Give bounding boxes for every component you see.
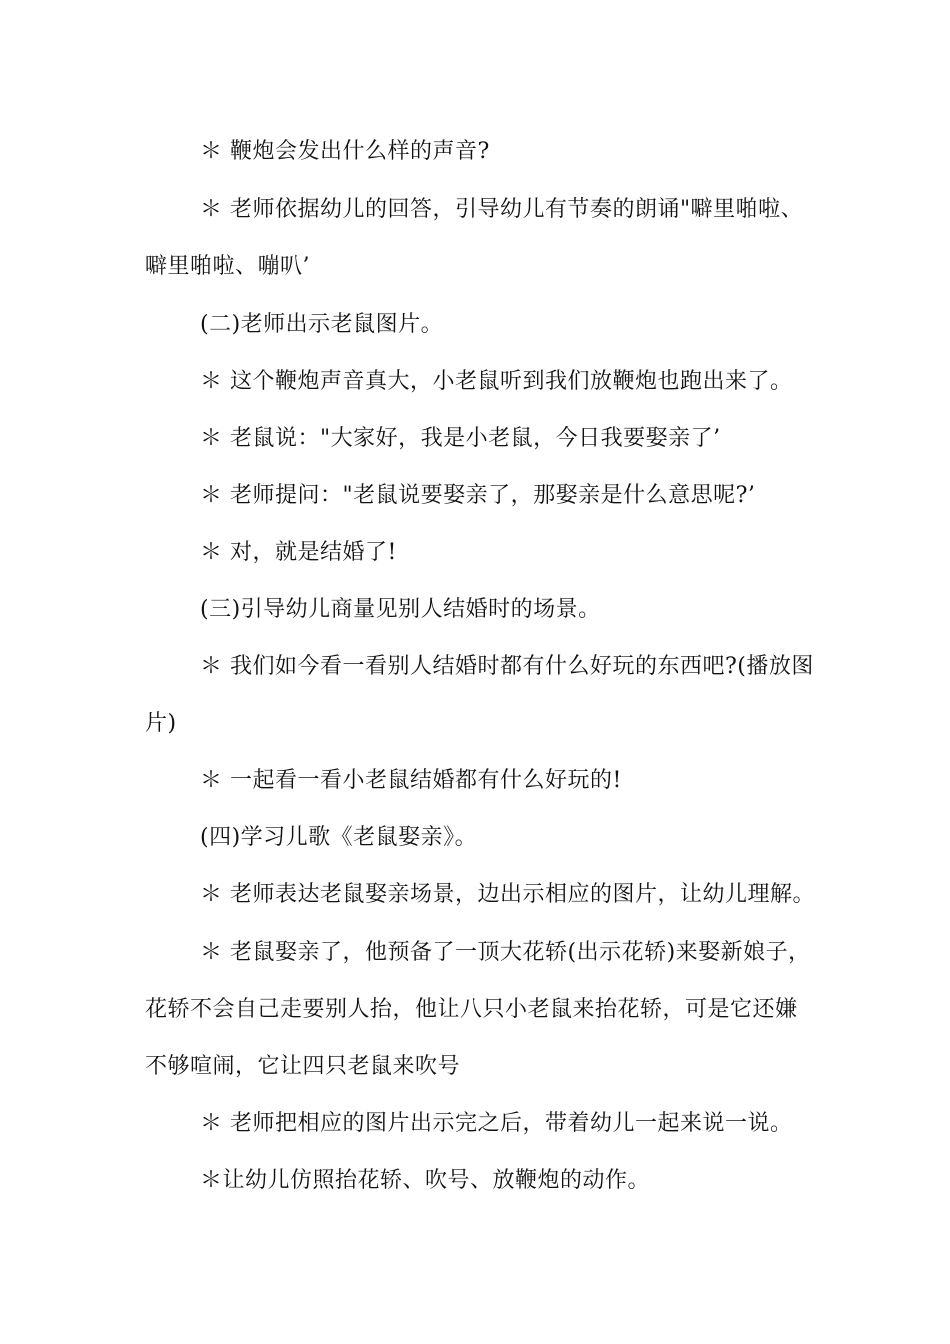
text-line: 片): [145, 711, 177, 736]
text-line: ＊ 老师表达老鼠娶亲场景，边出示相应的图片，让幼儿理解。: [200, 882, 815, 907]
text-line: 噼里啪啦、嘣叭’: [145, 254, 310, 279]
text-line: ＊ 对，就是结婚了!: [200, 540, 397, 565]
section-heading: (三)引导幼儿商量见别人结婚时的场景。: [200, 597, 601, 622]
text-line: ＊让幼儿仿照抬花轿、吹号、放鞭炮的动作。: [200, 1168, 651, 1193]
text-line: ＊ 这个鞭炮声音真大，小老鼠听到我们放鞭炮也跑出来了。: [200, 369, 793, 394]
text-line: ＊ 老鼠娶亲了，他预备了一顶大花轿(出示花轿)来娶新娘子，: [200, 940, 811, 965]
text-line: ＊ 老鼠说："大家好，我是小老鼠，今日我要娶亲了’: [200, 426, 721, 451]
text-line: ＊ 鞭炮会发出什么样的声音?: [200, 139, 490, 164]
text-line: ＊ 我们如今看一看别人结婚时都有什么好玩的东西吧?(播放图: [200, 654, 814, 679]
section-heading: (四)学习儿歌《老鼠娶亲》。: [200, 825, 478, 850]
text-line: 花轿不会自己走要别人抬，他让八只小老鼠来抬花轿，可是它还嫌: [145, 997, 798, 1022]
section-heading: (二)老师出示老鼠图片。: [200, 312, 444, 337]
text-line: ＊ 老师提问："老鼠说要娶亲了，那娶亲是什么意思呢?’: [200, 483, 756, 508]
text-line: 不够喧闹，它让四只老鼠来吹号: [145, 1054, 461, 1079]
text-line: ＊ 老师依据幼儿的回答，引导幼儿有节奏的朗诵"噼里啪啦、: [200, 197, 804, 222]
text-line: ＊ 一起看一看小老鼠结婚都有什么好玩的!: [200, 768, 622, 793]
text-line: ＊ 老师把相应的图片出示完之后，带着幼儿一起来说一说。: [200, 1111, 793, 1136]
